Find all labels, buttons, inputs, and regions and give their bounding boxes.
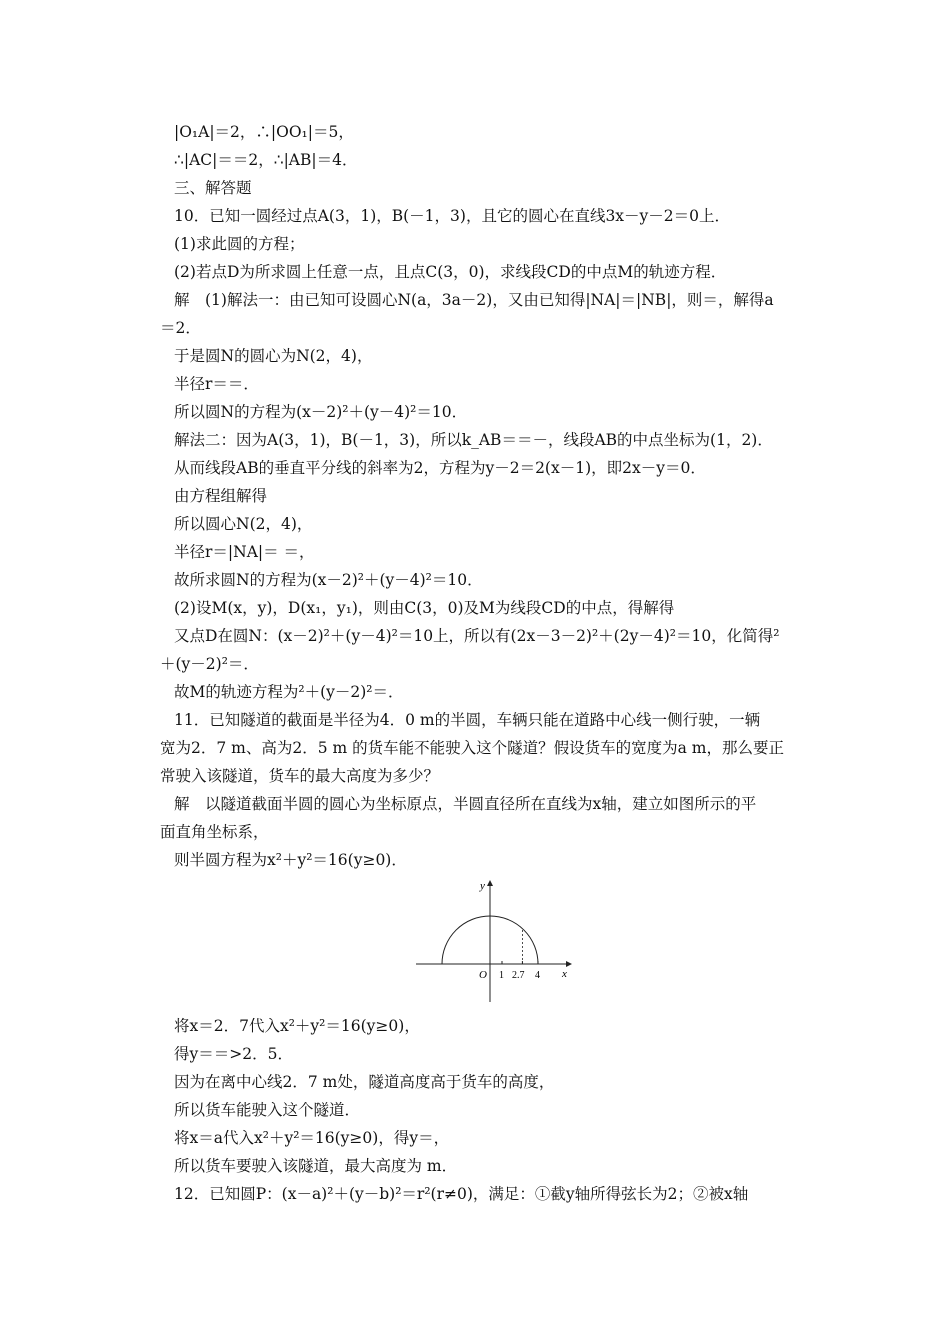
text-line: 将x＝2．7代入x²＋y²＝16(y≥0)， — [174, 1017, 420, 1035]
tick-label-2-7: 2.7 — [512, 970, 525, 981]
text-line: 于是圆N的圆心为N(2，4)， — [174, 347, 373, 365]
tick-label-1: 1 — [499, 970, 504, 981]
text-line: 因为在离中心线2．7 m处，隧道高度高于货车的高度， — [174, 1073, 555, 1091]
problem-12-statement: 12．已知圆P：(x－a)²＋(y－b)²＝r²(r≠0)，满足：①截y轴所得弦长为2；②被x轴 — [174, 1185, 749, 1203]
text-line: 宽为2．7 m、高为2．5 m 的货车能不能驶入这个隧道？假设货车的宽度为a m，那么要正 — [160, 739, 784, 757]
text-line: 由方程组解得 — [174, 487, 268, 505]
solution-line: 解 (1)解法一：由已知可设圆心N(a，3a－2)，又由已知得|NA|＝|NB|，则＝，解得a — [174, 291, 774, 309]
text-line: 故所求圆N的方程为(x－2)²＋(y－4)²＝10． — [174, 571, 483, 589]
text-line: 又点D在圆N：(x－2)²＋(y－4)²＝10上，所以有(2x－3－2)²＋(2y－4)²＝10，化简得² — [174, 627, 780, 645]
text-line: |O₁A|＝2，∴|OO₁|＝5， — [174, 123, 354, 141]
text-line: 则半圆方程为x²＋y²＝16(y≥0)． — [174, 851, 407, 869]
text-line: 面直角坐标系， — [160, 823, 269, 841]
text-line: 半径r＝|NA|＝ ＝， — [174, 543, 315, 561]
text-line: 故M的轨迹方程为²＋(y－2)²＝． — [174, 683, 404, 701]
text-line: 将x＝a代入x²＋y²＝16(y≥0)，得y＝， — [174, 1129, 450, 1147]
text-line: 从而线段AB的垂直平分线的斜率为2，方程为y－2＝2(x－1)，即2x－y＝0． — [174, 459, 706, 477]
text-line: 得y＝＝>2．5． — [174, 1045, 293, 1063]
section-heading: 三、解答题 — [174, 179, 252, 197]
text-line: (2)若点D为所求圆上任意一点，且点C(3，0)，求线段CD的中点M的轨迹方程． — [174, 263, 727, 281]
text-line: ∴|AC|＝＝2，∴|AB|＝4． — [174, 151, 358, 169]
text-line: 解法二：因为A(3，1)，B(－1，3)，所以k_AB＝＝－，线段AB的中点坐标为(1，2)． — [174, 431, 773, 449]
tick-label-4: 4 — [535, 970, 540, 981]
text-line: 所以货车要驶入该隧道，最大高度为 m． — [174, 1157, 458, 1175]
semicircle-figure — [416, 878, 572, 1004]
text-line: (2)设M(x，y)，D(x₁，y₁)，则由C(3，0)及M为线段CD的中点，得解得 — [174, 599, 675, 617]
text-line: ＝2． — [160, 319, 201, 337]
x-axis-label: x — [562, 968, 567, 980]
text-line: (1)求此圆的方程； — [174, 235, 305, 253]
solution-line: 解 以隧道截面半圆的圆心为坐标原点，半圆直径所在直线为x轴，建立如图所示的平 — [174, 795, 757, 813]
problem-10-statement: 10．已知一圆经过点A(3，1)，B(－1，3)，且它的圆心在直线3x－y－2＝0上． — [174, 207, 731, 225]
problem-11-statement: 11．已知隧道的截面是半径为4．0 m的半圆，车辆只能在道路中心线一侧行驶，一辆 — [174, 711, 761, 729]
y-axis-label: y — [480, 880, 485, 892]
text-line: 所以圆N的方程为(x－2)²＋(y－4)²＝10． — [174, 403, 468, 421]
text-line: 常驶入该隧道，货车的最大高度为多少？ — [160, 767, 440, 785]
text-line: 所以货车能驶入这个隧道． — [174, 1101, 361, 1119]
text-line: ＋(y－2)²＝． — [160, 655, 259, 673]
text-line: 所以圆心N(2，4)， — [174, 515, 313, 533]
text-line: 半径r＝＝． — [174, 375, 259, 393]
origin-label: O — [479, 969, 487, 981]
